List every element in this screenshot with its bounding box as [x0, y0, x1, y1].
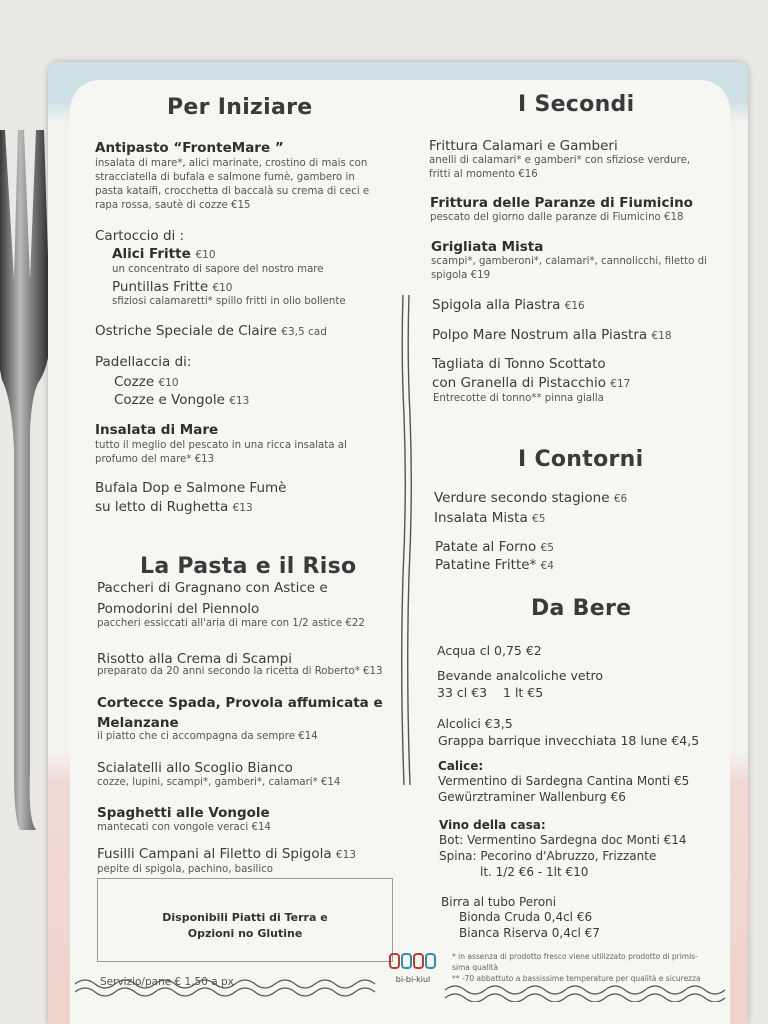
cozze-vongole-price: €13 [229, 395, 250, 407]
bufala-price: €13 [232, 502, 253, 514]
fusilli-desc: pepite di spigola, pachino, basilico [97, 864, 274, 875]
tagliata-line2: con Granella di Pistacchio [432, 375, 606, 391]
menu-item-grigliata: Grigliata Mista [431, 239, 544, 255]
puntillas-desc: sfiziosi calamaretti* spillo fritti in olio bollente [112, 296, 346, 307]
cartoccio-heading: Cartoccio di : [95, 228, 185, 244]
menu-item-bufala-1: Bufala Dop e Salmone Fumè [95, 480, 287, 496]
menu-item-paranze: Frittura delle Paranze di Fiumicino [430, 195, 693, 211]
antipasto-desc-4: rapa rossa, sautè di cozze €15 [95, 200, 251, 211]
section-title-contorni: I Contorni [518, 447, 644, 472]
menu-item-paccheri-1: Paccheri di Gragnano con Astice e [97, 580, 328, 596]
alici-price: €10 [195, 249, 216, 261]
frittura-desc-1: anelli di calamari* e gamberi* con sfiziose verdure, [429, 155, 691, 166]
spigola-price: €16 [564, 300, 585, 312]
vino-bot: Bot: Vermentino Sardegna doc Monti €14 [439, 833, 687, 847]
menu-item-spigola [432, 297, 585, 313]
antipasto-desc-1: insalata di mare*, alici marinate, crostino di mais con [95, 158, 368, 169]
alici-desc: un concentrato di sapore del nostro mare [112, 264, 324, 275]
ostriche-name: Ostriche Speciale de Claire [95, 323, 277, 339]
footnote-3: ** -70 abbattuto a bassissime temperature per qualità e sicurezza [452, 974, 701, 983]
grigliata-desc-2: spigola €19 [431, 270, 491, 281]
menu-item-cortecce-2: Melanzane [97, 715, 179, 731]
menu-item-alici [112, 246, 216, 262]
drink-bevande-1: Bevande analcoliche vetro [437, 668, 603, 683]
info-box-line2: Opzioni no Glutine [187, 927, 303, 940]
vino-spina: Spina: Pecorino d'Abruzzo, Frizzante [439, 849, 657, 863]
insalata-mista-price: €5 [532, 513, 546, 525]
menu-item-insalata-mista [434, 510, 545, 526]
patatine-name: Patatine Fritte* [435, 557, 537, 573]
birra-label: Birra al tubo Peroni [441, 895, 557, 909]
puntillas-price: €10 [212, 282, 233, 294]
footnote-2: sima qualità [452, 963, 499, 972]
antipasto-desc-2: stracciatella di bufala e salmone fumè, gambero in [95, 172, 355, 183]
drink-bevande-2 [437, 685, 543, 700]
verdure-price: €6 [613, 493, 628, 505]
cozze-price: €10 [158, 377, 179, 389]
section-title-pasta: La Pasta e il Riso [140, 554, 357, 579]
info-box [97, 878, 393, 962]
info-box-line1: Disponibili Piatti di Terra e [162, 911, 328, 924]
cozze-name: Cozze [114, 374, 155, 390]
menu-item-bufala-2 [95, 499, 253, 515]
grigliata-desc-1: scampi*, gamberoni*, calamari*, cannolicchi, filetto di [431, 256, 707, 267]
menu-item-cozze-vongole [114, 392, 249, 408]
padellaccia-heading: Padellaccia di: [95, 354, 192, 370]
drink-grappa: Grappa barrique invecchiata 18 lune €4,5 [438, 733, 700, 748]
menu-item-patatine [435, 557, 554, 573]
vino-spina-2: lt. 1/2 €6 - 1lt €10 [480, 865, 589, 879]
spaghetti-desc: mantecati con vongole veraci €14 [97, 822, 271, 833]
antipasto-desc-3: pasta kataifi, crocchetta di baccalà su crema di ceci e [95, 186, 370, 197]
calice-label: Calice: [438, 759, 484, 773]
puntillas-name: Puntillas Fritte [112, 279, 209, 295]
birra-line1: Bionda Cruda 0,4cl €6 [459, 910, 593, 924]
menu-item-spaghetti: Spaghetti alle Vongole [97, 805, 270, 821]
calice-line1: Vermentino di Sardegna Cantina Monti €5 [438, 774, 690, 788]
menu-item-fusilli [97, 846, 356, 862]
menu-item-insalata: Insalata di Mare [95, 422, 219, 438]
verdure-name: Verdure secondo stagione [434, 490, 610, 506]
insalata-mista-name: Insalata Mista [434, 510, 528, 526]
menu-item-cozze [114, 374, 179, 390]
menu-item-cortecce-1: Cortecce Spada, Provola affumicata e [97, 695, 383, 711]
menu-item-frittura: Frittura Calamari e Gamberi [429, 138, 618, 154]
section-title-per-iniziare: Per Iniziare [167, 95, 313, 120]
menu-item-paccheri-2: Pomodorini del Piennolo [97, 601, 260, 617]
menu-item-tagliata-1: Tagliata di Tonno Scottato [432, 356, 606, 372]
menu-item-polpo [432, 327, 672, 343]
patatine-price: €4 [540, 560, 554, 572]
drink-acqua: Acqua cl 0,75 €2 [437, 643, 542, 658]
bevande-33cl: 33 cl €3 [437, 685, 488, 700]
section-title-secondi: I Secondi [518, 92, 635, 117]
footnote-1: * in assenza di prodotto fresco viene utilizzato prodotto di primis- [452, 952, 698, 961]
section-title-bere: Da Bere [531, 596, 632, 621]
menu-item-antipasto: Antipasto “FronteMare ” [95, 140, 284, 156]
tagliata-desc: Entrecotte di tonno** pinna gialla [433, 393, 604, 404]
menu-item-tagliata-2 [432, 375, 630, 391]
drink-alcolici: Alcolici €3,5 [437, 716, 513, 731]
column-divider [400, 295, 412, 785]
polpo-price: €18 [651, 330, 672, 342]
vino-label: Vino della casa: [439, 818, 546, 832]
bufala-line2: su letto di Rughetta [95, 499, 229, 515]
patate-price: €5 [540, 542, 554, 554]
insalata-desc-2: profumo del mare* €13 [95, 454, 215, 465]
logo-text: bi-bi-kiul [395, 975, 431, 984]
fusilli-price: €13 [335, 849, 356, 861]
menu-item-puntillas [112, 279, 232, 295]
ostriche-price: €3,5 cad [281, 326, 327, 338]
paranze-desc: pescato del giorno dalle paranze di Fiumicino €18 [430, 212, 684, 223]
patate-name: Patate al Forno [435, 539, 537, 555]
menu-item-risotto: Risotto alla Crema di Scampi [97, 651, 292, 667]
tagliata-price: €17 [610, 378, 631, 390]
servizio-note: Servizio/pane € 1,50 a px [100, 976, 234, 988]
menu-item-scialatelli: Scialatelli allo Scoglio Bianco [97, 760, 293, 776]
bevande-1lt: 1 lt €5 [503, 685, 544, 700]
paccheri-desc: paccheri essiccati all'aria di mare con 1/2 astice €22 [97, 618, 365, 629]
menu-item-ostriche [95, 323, 327, 339]
scialatelli-desc: cozze, lupini, scampi*, gamberi*, calamari* €14 [97, 777, 341, 788]
wave-decoration [75, 972, 735, 1002]
alici-name: Alici Fritte [112, 246, 191, 262]
calice-line2: Gewürztraminer Wallenburg €6 [438, 790, 626, 804]
cozze-vongole-name: Cozze e Vongole [114, 392, 225, 408]
menu-item-verdure [434, 490, 627, 506]
polpo-name: Polpo Mare Nostrum alla Piastra [432, 327, 648, 343]
spigola-name: Spigola alla Piastra [432, 297, 561, 313]
cortecce-desc: il piatto che ci accompagna da sempre €14 [97, 731, 318, 742]
menu-item-patate [435, 539, 554, 555]
insalata-desc-1: tutto il meglio del pescato in una ricca insalata al [95, 440, 347, 451]
frittura-desc-2: fritti al momento €16 [429, 169, 538, 180]
fusilli-name: Fusilli Campani al Filetto di Spigola [97, 846, 332, 862]
risotto-desc: preparato da 20 anni secondo la ricetta di Roberto* €13 [97, 666, 383, 677]
birra-line2: Bianca Riserva 0,4cl €7 [459, 926, 600, 940]
